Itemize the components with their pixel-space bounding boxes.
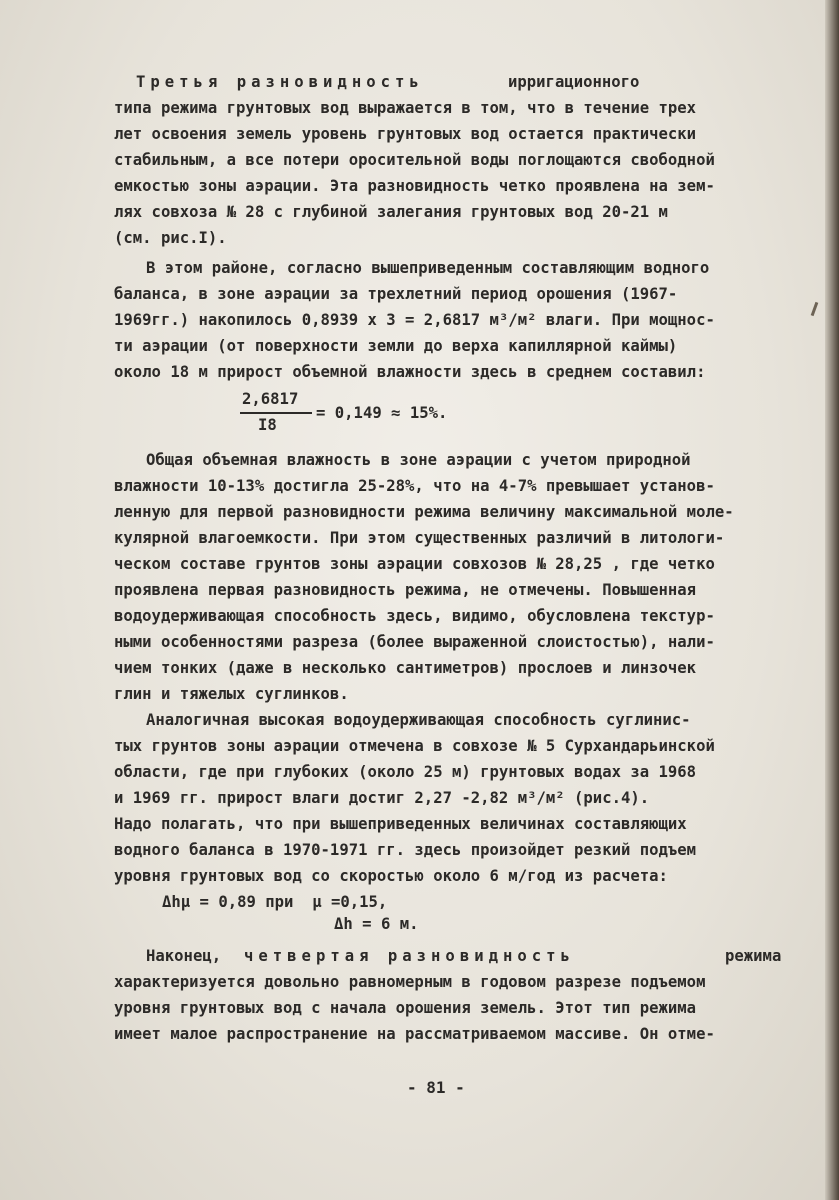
text-line: 1969гг.) накопилось 0,8939 х 3 = 2,6817 м³/м² влаги. При мощнос- — [114, 311, 715, 329]
fraction-denominator: I8 — [258, 416, 277, 434]
page-edge-shadow — [825, 0, 839, 1200]
text-line: Общая объемная влажность в зоне аэрации с учетом природной — [146, 451, 691, 469]
fraction-result: = 0,149 ≈ 15%. — [316, 404, 448, 422]
pencil-mark — [811, 302, 819, 316]
text-line: В этом районе, согласно вышеприведенным составляющим водного — [146, 259, 710, 277]
text-line: ленную для первой разновидности режима величину максимальной моле- — [114, 503, 734, 521]
text-line: лет освоения земель уровень грунтовых вод остается практически — [114, 125, 697, 143]
text-line: характеризуется довольно равномерным в годовом разрезе подъемом — [114, 973, 706, 991]
text-line: проявлена первая разновидность режима, не отмечены. Повышенная — [114, 581, 697, 599]
text-line: тых грунтов зоны аэрации отмечена в совхозе № 5 Сурхандарьинской — [114, 737, 715, 755]
text-line: водоудерживающая способность здесь, видимо, обусловлена текстур- — [114, 607, 715, 625]
text-line: Третья разновидность — [136, 73, 424, 91]
text-line: баланса, в зоне аэрации за трехлетний период орошения (1967- — [114, 285, 678, 303]
text-line: области, где при глубоких (около 25 м) грунтовых водах за 1968 — [114, 763, 697, 781]
text-line: емкостью зоны аэрации. Эта разновидность четко проявлена на зем- — [114, 177, 715, 195]
text-line: имеет малое распространение на рассматриваемом массиве. Он отме- — [114, 1025, 715, 1043]
formula-fraction — [240, 390, 460, 440]
text-line: (см. рис.I). — [114, 229, 227, 247]
text-line: Δh = 6 м. — [334, 915, 419, 933]
fraction-numerator: 2,6817 — [242, 390, 299, 408]
fraction-bar — [240, 412, 312, 414]
text-line: уровня грунтовых вод с начала орошения земель. Этот тип режима — [114, 999, 697, 1017]
text-line: около 18 м прирост объемной влажности здесь в среднем составил: — [114, 363, 706, 381]
text-line: чием тонких (даже в несколько сантиметров) прослоев и линзочек — [114, 659, 697, 677]
page-number: - 81 - — [407, 1078, 465, 1097]
text-line: Наконец, — [146, 947, 222, 965]
text-line: лях совхоза № 28 с глубиной залегания грунтовых вод 20-21 м — [114, 203, 668, 221]
text-line: водного баланса в 1970-1971 гг. здесь произойдет резкий подъем — [114, 841, 697, 859]
text-line: ными особенностями разреза (более выраженной слоистостью), нали- — [114, 633, 715, 651]
text-line: Δhμ = 0,89 при μ =0,15, — [162, 893, 388, 911]
text-line: ти аэрации (от поверхности земли до верха капиллярной каймы) — [114, 337, 678, 355]
text-line: и 1969 гг. прирост влаги достиг 2,27 -2,82 м³/м² (рис.4). — [114, 789, 650, 807]
text-line: кулярной влагоемкости. При этом существенных различий в литологи- — [114, 529, 725, 547]
text-line: типа режима грунтовых вод выражается в том, что в течение трех — [114, 99, 697, 117]
text-line: уровня грунтовых вод со скоростью около 6 м/год из расчета: — [114, 867, 668, 885]
text-line: Надо полагать, что при вышеприведенных величинах составляющих — [114, 815, 687, 833]
text-line: ирригационного — [508, 73, 640, 91]
text-line: стабильным, а все потери оросительной воды поглощаются свободной — [114, 151, 715, 169]
text-line: режима — [725, 947, 782, 965]
text-line: влажности 10-13% достигла 25-28%, что на 4-7% превышает установ- — [114, 477, 715, 495]
text-line: глин и тяжелых суглинков. — [114, 685, 349, 703]
text-line: четвертая разновидность — [244, 947, 575, 965]
text-line: ческом составе грунтов зоны аэрации совхозов № 28,25 , где четко — [114, 555, 715, 573]
text-line: Аналогичная высокая водоудерживающая способность суглинис- — [146, 711, 691, 729]
